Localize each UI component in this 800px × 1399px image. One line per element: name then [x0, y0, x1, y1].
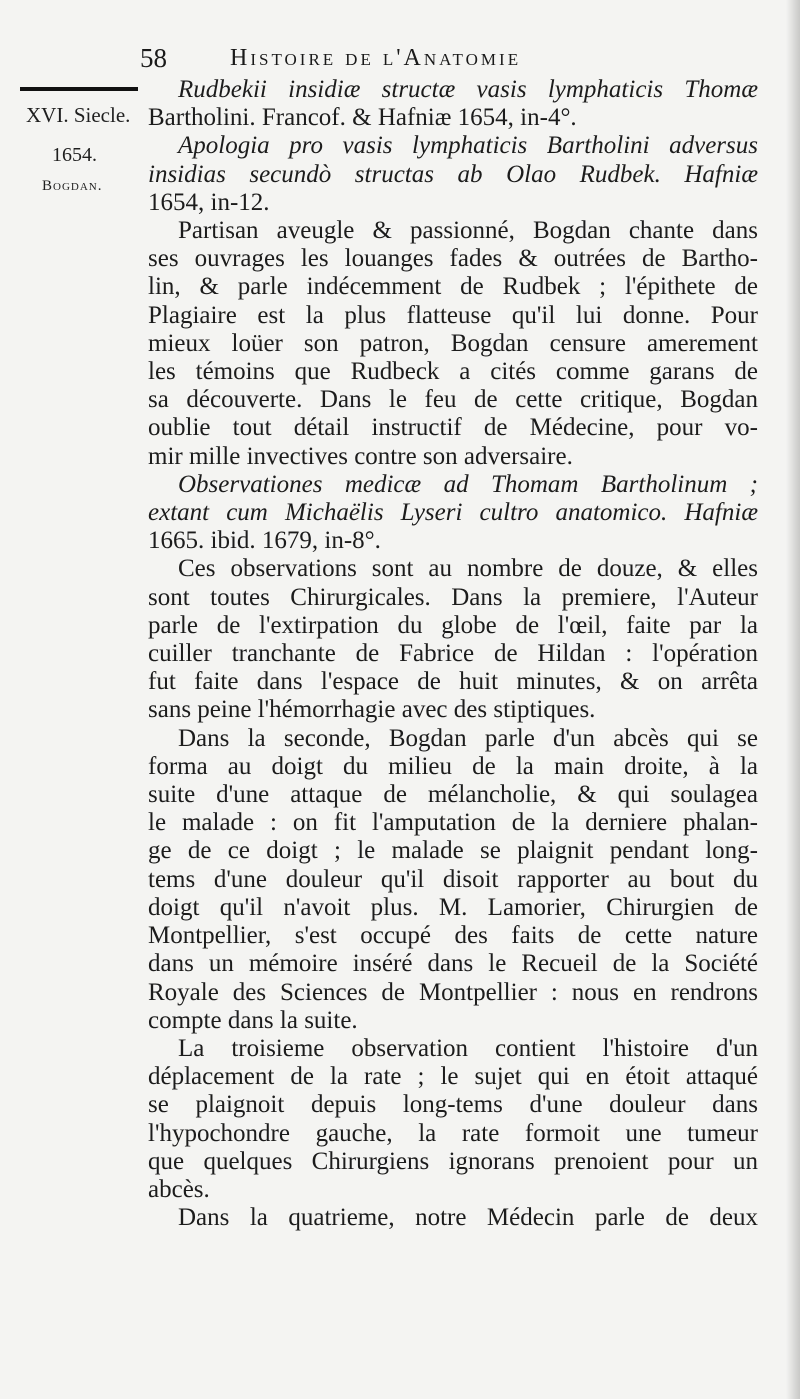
text-line: oublie tout détail instructif de Médecine, pour vo- — [148, 414, 758, 442]
margin-note-century: XVI. Siecle. — [26, 103, 131, 127]
text-line: forma au doigt du milieu de la main droite, à la — [148, 752, 758, 780]
page-edge-shadow — [786, 0, 800, 1399]
text-line: suite d'une attaque de mélancholie, & qui soulagea — [148, 781, 758, 809]
text-line: se plaignoit depuis long-tems d'une douleur dans — [148, 1091, 758, 1119]
margin-note-name: Bogdan. — [42, 178, 103, 194]
text-line: Montpellier, s'est occupé des faits de cette nature — [148, 922, 758, 950]
text-line: compte dans la suite. — [148, 1006, 358, 1034]
text-line: Partisan aveugle & passionné, Bogdan chante dans — [178, 217, 758, 245]
text-line: Ces observations sont au nombre de douze, & elles — [178, 555, 758, 583]
text-line: Rudbekii insidiæ structæ vasis lymphaticis Thomæ — [178, 76, 758, 103]
text-line: mir mille invectives contre son adversaire. — [148, 442, 573, 470]
text-line: Bartholini. Francof. & Hafniæ 1654, in-4°. — [148, 104, 577, 132]
text-line: tems d'une douleur qu'il disoit rapporter au bout du — [148, 865, 758, 893]
text-line: Dans la seconde, Bogdan parle d'un abcès qui se — [178, 724, 758, 752]
page-number: 58 — [140, 43, 167, 73]
text-line: déplacement de la rate ; le sujet qui en étoit attaqué — [148, 1063, 758, 1091]
text-line: insidias secundò structas ab Olao Rudbek. Hafniæ — [148, 160, 758, 188]
text-line: La troisieme observation contient l'histoire d'un — [178, 1034, 758, 1062]
running-title: Histoire de l'Anatomie — [230, 45, 522, 71]
text-line: le malade : on fit l'amputation de la derniere phalan- — [148, 809, 758, 837]
text-line: sans peine l'hémorrhagie avec des stiptiques. — [148, 696, 596, 724]
text-line: Apologia pro vasis lymphaticis Bartholini adversus — [178, 132, 758, 160]
text-line: parle de l'extirpation du globe de l'œil, faite par la — [148, 611, 758, 639]
text-line: fut faite dans l'espace de huit minutes, & on arrêta — [148, 668, 758, 696]
text-line: dans un mémoire inséré dans le Recueil de la Société — [148, 950, 758, 978]
text-line: Dans la quatrieme, notre Médecin parle de deux — [178, 1204, 758, 1232]
text-line: ge de ce doigt ; le malade se plaignit pendant long- — [148, 837, 758, 865]
text-line: mieux loüer son patron, Bogdan censure amerement — [148, 329, 758, 357]
text-line: extant cum Michaëlis Lyseri cultro anatomico. Hafniæ — [148, 499, 758, 527]
header-rule — [20, 87, 138, 91]
text-line: Observationes medicæ ad Thomam Bartholinum ; — [178, 470, 758, 498]
text-line: sont toutes Chirurgicales. Dans la premiere, l'Auteur — [148, 583, 758, 611]
text-line: Royale des Sciences de Montpellier : nous en rendrons — [148, 978, 758, 1006]
text-line: 1665. ibid. 1679, in-8°. — [148, 527, 381, 555]
body-text — [148, 76, 758, 1232]
text-line: sa découverte. Dans le feu de cette critique, Bogdan — [148, 386, 758, 414]
text-line: que quelques Chirurgiens ignorans prenoient pour un — [148, 1147, 758, 1175]
text-line: lin, & parle indécemment de Rudbek ; l'épithete de — [148, 273, 758, 301]
text-line: Plagiaire est la plus flatteuse qu'il lui donne. Pour — [148, 301, 758, 329]
text-line: les témoins que Rudbeck a cités comme garans de — [148, 358, 758, 386]
text-line: cuiller tranchante de Fabrice de Hildan : l'opération — [148, 640, 758, 668]
text-line: doigt qu'il n'avoit plus. M. Lamorier, Chirurgien de — [148, 893, 758, 921]
text-line: ses ouvrages les louanges fades & outrées de Bartho- — [148, 245, 758, 273]
text-line: l'hypochondre gauche, la rate formoit une tumeur — [148, 1119, 758, 1147]
text-line: abcès. — [148, 1175, 210, 1203]
margin-note-year: 1654. — [52, 144, 97, 166]
text-line: 1654, in-12. — [148, 188, 270, 216]
page-header — [140, 38, 780, 78]
